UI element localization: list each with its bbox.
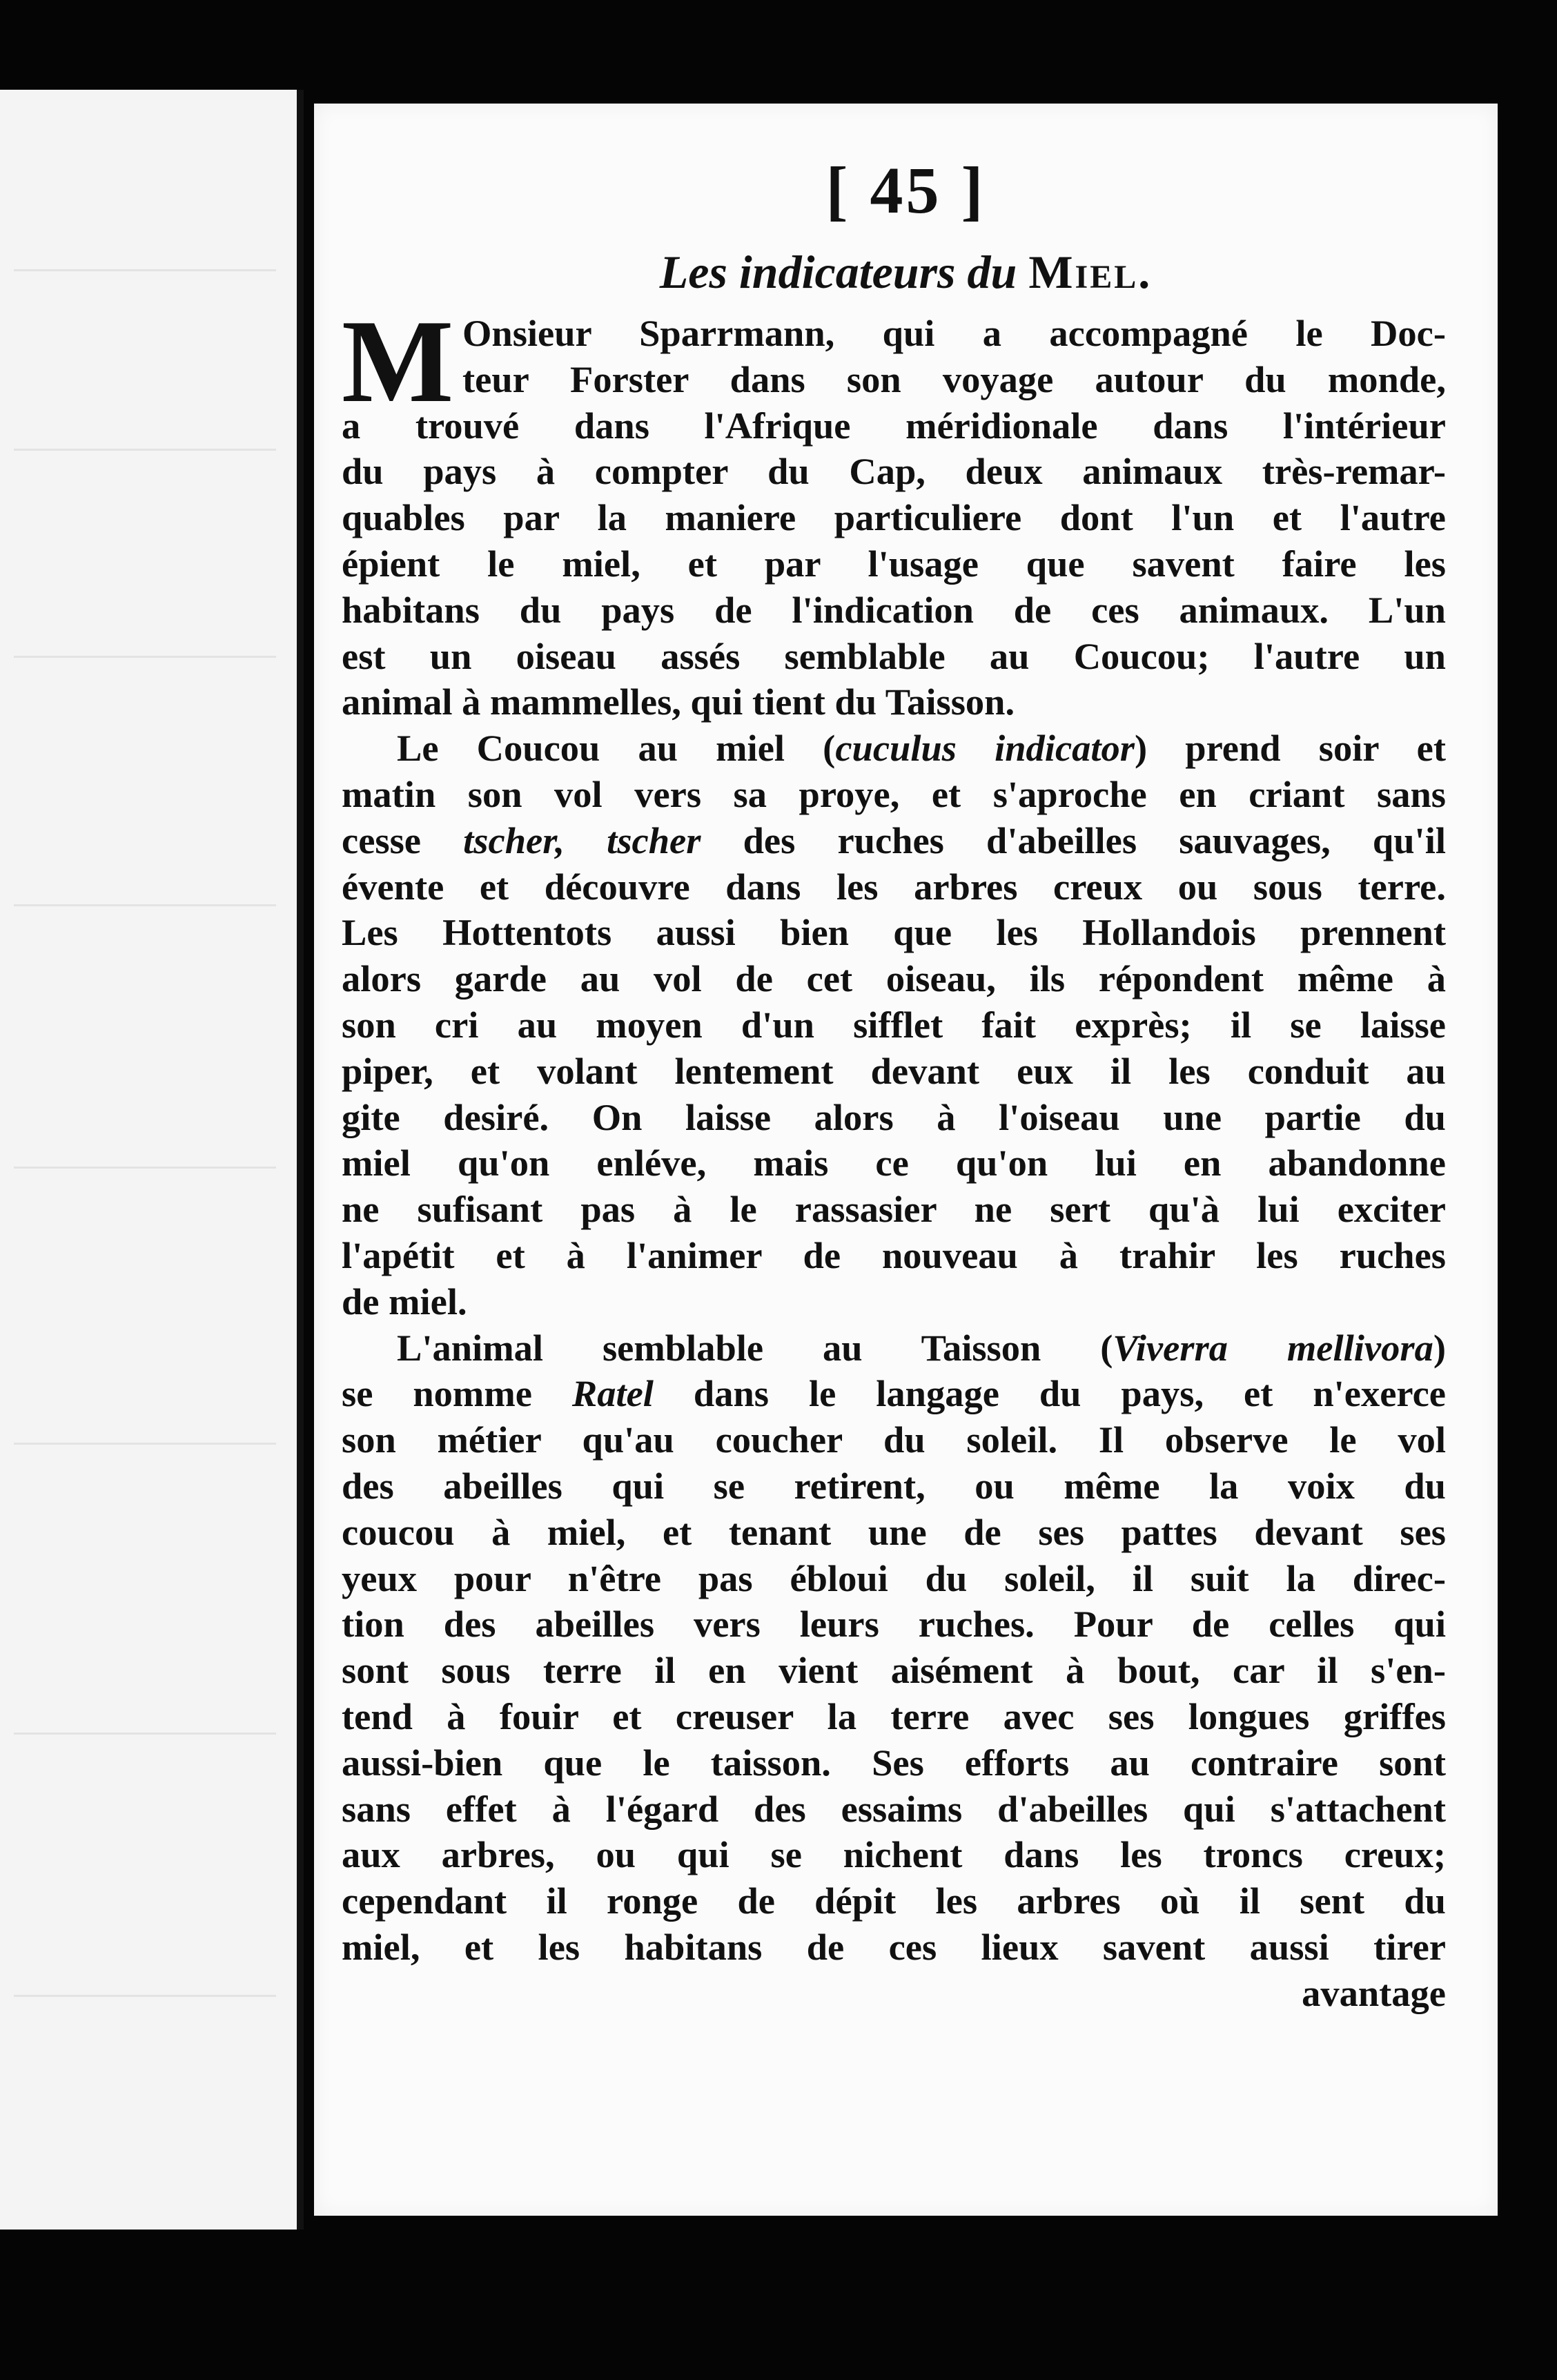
bleed-through-line	[14, 656, 276, 658]
text-line	[342, 1694, 1446, 1740]
text-segment: animal à mammelles, qui tient du Taisson.	[342, 681, 1015, 723]
text-line	[342, 1233, 1446, 1279]
text-line	[342, 1601, 1446, 1648]
text-line	[342, 311, 1446, 357]
text-line	[342, 1002, 1446, 1048]
text-segment: évente et découvre dans les arbres creux ou sous terre.	[342, 865, 1446, 908]
text-segment: coucou à miel, et tenant une de ses pattes devant ses	[342, 1510, 1446, 1553]
catchword	[342, 1971, 1446, 2017]
text-line	[342, 1510, 1446, 1556]
page-title-text: Les indicateurs du	[659, 246, 1029, 298]
text-segment: tend à fouir et creuser la terre avec ses longues griffes	[342, 1695, 1446, 1737]
page-title	[314, 245, 1498, 300]
text-line	[342, 679, 1446, 725]
text-segment: aux arbres, ou qui se nichent dans les troncs creux;	[342, 1833, 1446, 1876]
bleed-through-line	[14, 1167, 276, 1169]
text-segment: dans le langage du pays, et n'exerce	[653, 1372, 1446, 1415]
text-segment: avantage	[1302, 1971, 1446, 2014]
text-line	[342, 1048, 1446, 1095]
text-line	[342, 541, 1446, 587]
bleed-through-line	[14, 269, 276, 271]
italic-segment: Ratel	[571, 1372, 654, 1415]
text-line	[342, 1648, 1446, 1694]
text-line	[342, 1786, 1446, 1833]
text-segment: se nomme	[342, 1372, 572, 1415]
text-line	[342, 1463, 1446, 1510]
book-page	[314, 104, 1498, 2216]
text-segment: de miel.	[342, 1280, 467, 1323]
text-line	[342, 587, 1446, 634]
text-segment: Le Coucou au miel (	[397, 727, 836, 770]
text-line	[342, 1371, 1446, 1417]
text-line	[342, 449, 1446, 495]
text-segment: cependant il ronge de dépit les arbres où il sent du	[342, 1880, 1446, 1922]
text-segment: a trouvé dans l'Afrique méridionale dans l'intérieur	[342, 404, 1446, 447]
text-line	[342, 725, 1446, 772]
text-lines	[342, 296, 1447, 2016]
text-segment: l'apétit et à l'animer de nouveau à trahir les ruches	[342, 1233, 1446, 1276]
italic-segment: tscher, tscher	[463, 819, 701, 861]
text-segment: ne sufisant pas à le rassasier ne sert qu'à lui exciter	[342, 1188, 1446, 1231]
text-segment: son métier qu'au coucher du soleil. Il observe le vol	[342, 1418, 1446, 1461]
text-segment: alors garde au vol de cet oiseau, ils répondent même à	[342, 957, 1446, 1000]
text-line	[342, 634, 1446, 680]
text-line	[342, 864, 1446, 910]
text-segment: habitans du pays de l'indication de ces animaux. L'un	[342, 588, 1446, 631]
bleed-through-line	[14, 449, 276, 451]
text-line	[342, 1140, 1446, 1187]
page-title-caps: Miel.	[1028, 246, 1153, 298]
text-line	[342, 772, 1446, 818]
text-line	[342, 1095, 1446, 1141]
text-segment: tion des abeilles vers leurs ruches. Pour de celles qui	[342, 1603, 1446, 1646]
text-segment: yeux pour n'être pas ébloui du soleil, il suit la direc-	[342, 1557, 1446, 1599]
text-segment: miel, et les habitans de ces lieux savent aussi tirer	[342, 1925, 1446, 1968]
text-segment: sans effet à l'égard des essaims d'abeilles qui s'attachent	[342, 1787, 1446, 1830]
text-line	[342, 1878, 1446, 1924]
text-line	[342, 1556, 1446, 1602]
italic-segment: Viverra mellivora	[1113, 1326, 1433, 1369]
text-segment: ) prend soir et	[1135, 727, 1447, 770]
text-line	[342, 403, 1446, 449]
text-line	[342, 495, 1446, 541]
text-segment: épient le miel, et par l'usage que savent faire les	[342, 542, 1446, 585]
text-segment: quables par la maniere particuliere dont l'un et l'autre	[342, 496, 1446, 539]
text-segment: L'animal semblable au Taisson (	[397, 1326, 1113, 1369]
text-line	[342, 956, 1446, 1002]
text-segment: sont sous terre il en vient aisément à bout, car il s'en-	[342, 1649, 1446, 1692]
text-segment: est un oiseau assés semblable au Coucou; l'autre un	[342, 634, 1446, 677]
page-number: [ 45 ]	[825, 153, 986, 227]
text-segment: miel qu'on enléve, mais ce qu'on lui en abandonne	[342, 1142, 1446, 1184]
text-segment: aussi-bien que le taisson. Ses efforts au contraire sont	[342, 1741, 1446, 1784]
bleed-through-line	[14, 1443, 276, 1445]
text-line	[342, 910, 1446, 956]
text-line	[342, 357, 1446, 403]
text-line	[342, 1832, 1446, 1878]
text-segment: matin son vol vers sa proye, et s'aproche en criant sans	[342, 772, 1446, 815]
text-segment: Onsieur Sparrmann, qui a accompagné le Doc-	[462, 312, 1446, 354]
italic-segment: cuculus indicator	[835, 727, 1135, 770]
text-line	[342, 1187, 1446, 1233]
bleed-through-line	[14, 1995, 276, 1997]
text-line	[342, 1924, 1446, 1971]
drop-cap: M	[342, 296, 454, 427]
text-segment: teur Forster dans son voyage autour du monde,	[462, 358, 1446, 400]
text-segment: gite desiré. On laisse alors à l'oiseau une partie du	[342, 1095, 1446, 1138]
text-segment: )	[1433, 1326, 1446, 1369]
facing-page-left	[0, 90, 304, 2230]
text-segment: cesse	[342, 819, 464, 861]
text-segment: Les Hottentots aussi bien que les Hollandois prennent	[342, 911, 1446, 954]
text-segment: piper, et volant lentement devant eux il les conduit au	[342, 1049, 1446, 1092]
text-line	[342, 1417, 1446, 1463]
text-segment: des ruches d'abeilles sauvages, qu'il	[701, 819, 1446, 861]
text-line	[342, 1279, 1446, 1325]
bleed-through-line	[14, 904, 276, 906]
text-line	[342, 1325, 1446, 1372]
text-line	[342, 818, 1446, 864]
text-segment: des abeilles qui se retirent, ou même la voix du	[342, 1464, 1446, 1507]
text-line	[342, 1740, 1446, 1786]
bleed-through-line	[14, 1733, 276, 1735]
body-text	[342, 296, 1447, 2016]
text-segment: du pays à compter du Cap, deux animaux très-remar-	[342, 450, 1446, 493]
text-segment: son cri au moyen d'un sifflet fait exprès; il se laisse	[342, 1003, 1446, 1046]
